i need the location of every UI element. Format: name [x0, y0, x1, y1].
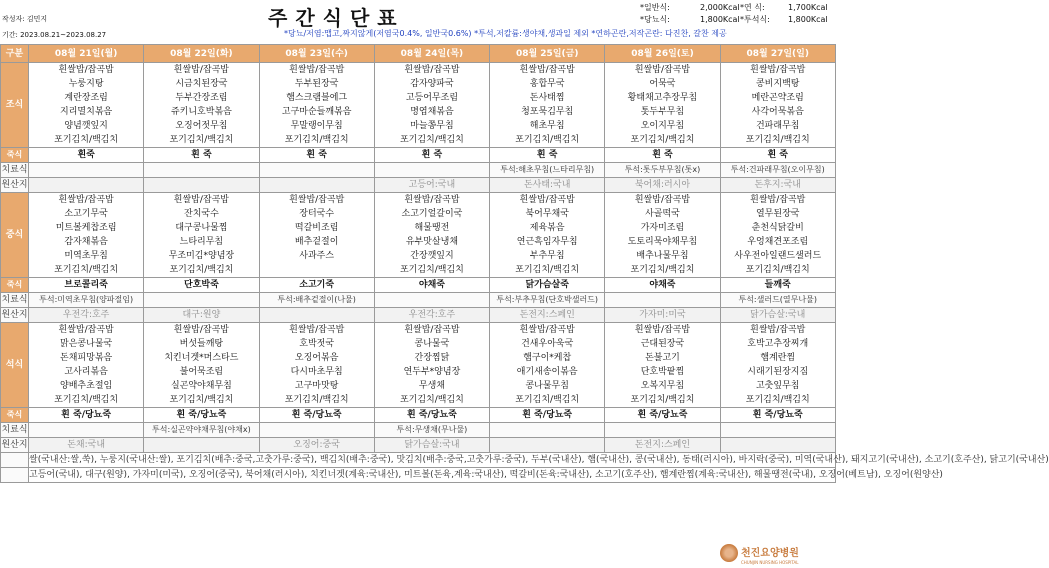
origin-cell [259, 178, 374, 193]
therapy-cell [259, 163, 374, 178]
dish-item: 간장찜닭 [414, 353, 450, 363]
dish-item: 치킨너겟*머스타드 [164, 353, 239, 363]
logo-sub: CHUNJIN NURSING HOSPITAL [741, 560, 799, 565]
porridge-cell: 단호박죽 [144, 278, 259, 293]
dish-item: 우엉채견포조림 [747, 237, 809, 247]
origin-full-label [1, 468, 29, 483]
therapy-cell [374, 293, 489, 308]
dish-item: 계란장조림 [64, 93, 108, 103]
dish-item: 포기김치/백김치 [745, 395, 810, 405]
therapy-cell [29, 423, 144, 438]
dish-cell [259, 63, 374, 148]
origin-cell [259, 308, 374, 323]
dish-item: 햄스크램블에그 [286, 93, 348, 103]
dish-item: 해물땡전 [414, 223, 450, 233]
dish-item: 포기김치/백김치 [630, 395, 695, 405]
therapy-label: 치료식 [1, 163, 29, 178]
porridge-cell: 흰 죽/당뇨죽 [29, 408, 144, 423]
dish-cell [605, 323, 720, 408]
breakfast-dishes-row [1, 63, 836, 148]
kcal-label: *일반식: [640, 3, 670, 12]
kcal-dialysis [740, 14, 828, 25]
dish-item: 흰쌀밥/잡곡밥 [750, 65, 806, 75]
dish-item: 건파래무침 [755, 121, 800, 131]
dish-item: 흰쌀밥/잡곡밥 [58, 195, 114, 205]
therapy-cell [605, 293, 720, 308]
dish-item: 포기김치/백김치 [745, 265, 810, 275]
dish-item: 시래기된장지짐 [747, 367, 809, 377]
dish-item: 불어묵조림 [179, 367, 224, 377]
dish-item: 지리멸치볶음 [60, 107, 113, 117]
dish-item: 미트볼케찹조림 [55, 223, 117, 233]
dish-item: 돈사태찜 [529, 93, 565, 103]
dish-item: 두부간장조림 [175, 93, 228, 103]
dish-item: 도토리묵야채무침 [627, 237, 698, 247]
dish-item: 건새우아욱국 [521, 339, 574, 349]
dish-item: 북어무채국 [525, 209, 569, 219]
breakfast-origin-row [1, 178, 836, 193]
diet-notes: *당뇨/저염:맵고,짜지않게(저염국0.4%, 일반국0.6%) *투석,저칼륨:생야채,생과일 제외 *연하곤란,저작곤란: 다진찬, 갈찬 제공 [284, 29, 727, 38]
dish-item: 흰쌀밥/잡곡밥 [634, 65, 691, 75]
dish-item: 잔치국수 [184, 209, 219, 219]
dish-cell [144, 323, 259, 408]
dish-item: 누룽지탕 [68, 79, 104, 89]
dish-item: 청포묵김무침 [521, 107, 574, 117]
dish-cell [29, 193, 144, 278]
dish-item: 호박고추장찌개 [747, 339, 809, 349]
day-header: 08월 26일(토) [605, 45, 720, 63]
dish-item: 버섯들깨탕 [179, 339, 224, 349]
dish-item: 포기김치/백김치 [630, 265, 695, 275]
porridge-cell: 흰죽 [29, 148, 144, 163]
dinner-porridge-row [1, 408, 836, 423]
origin-cell: 우전각:호주 [29, 308, 144, 323]
dish-item: 호박젓국 [299, 339, 335, 349]
dish-item: 흰쌀밥/잡곡밥 [750, 195, 806, 205]
dish-item: 장터국수 [299, 209, 335, 219]
dish-item: 포기김치/백김치 [169, 135, 234, 145]
origin-label: 원산지 [1, 308, 29, 323]
dinner-therapy-row [1, 423, 836, 438]
dish-cell [490, 63, 605, 148]
therapy-cell [605, 423, 720, 438]
dish-item: 포기김치/백김치 [515, 135, 580, 145]
therapy-cell [29, 163, 144, 178]
dish-cell [490, 193, 605, 278]
dish-item: 근대된장국 [640, 339, 685, 349]
porridge-label: 죽식 [1, 408, 29, 423]
kcal-label: *투석식: [740, 15, 770, 24]
dish-item: 쥬키니호박볶음 [170, 107, 232, 117]
dish-item: 햄구이*케찹 [523, 353, 572, 363]
dish-item: 어묵국 [649, 79, 676, 89]
dish-item: 감자양파국 [410, 79, 454, 89]
dish-item: 제육볶음 [529, 223, 565, 233]
dish-item [260, 263, 374, 277]
day-header: 08월 27일(일) [720, 45, 835, 63]
dish-item: 흰쌀밥/잡곡밥 [173, 325, 229, 335]
porridge-cell: 들깨죽 [720, 278, 835, 293]
dish-item: 떡갈비조림 [294, 223, 339, 233]
dish-item: 포기김치/백김치 [54, 395, 119, 405]
dish-item: 간장깻잎지 [410, 251, 454, 261]
dish-cell [144, 193, 259, 278]
origin-cell [29, 178, 144, 193]
dish-cell [29, 323, 144, 408]
day-header-row [1, 45, 836, 63]
porridge-cell: 흰 죽 [720, 148, 835, 163]
dish-item: 포기김치/백김치 [399, 395, 464, 405]
dish-item: 사각어묵볶음 [751, 107, 804, 117]
origin-cell: 돈채:국내 [29, 438, 144, 453]
dish-item: 오징어볶음 [294, 353, 339, 363]
dish-item: 포기김치/백김치 [399, 265, 464, 275]
dish-cell [720, 63, 835, 148]
dish-item: 햄계란찜 [760, 353, 796, 363]
dish-item: 포기김치/백김치 [284, 395, 349, 405]
kcal-value: 1,700Kcal [788, 3, 828, 12]
therapy-cell [374, 163, 489, 178]
dish-item: 황태채고추장무침 [627, 93, 698, 103]
therapy-cell [144, 293, 259, 308]
dish-item: 시금치된장국 [175, 79, 228, 89]
porridge-cell: 닭가슴살죽 [490, 278, 605, 293]
dish-item: 맑은콩나물국 [60, 339, 113, 349]
dish-item: 부추무침 [529, 251, 565, 261]
author-label: 작성자: 김민지 [2, 15, 48, 23]
kcal-value: 2,000Kcal [700, 3, 740, 12]
porridge-cell: 흰 죽/당뇨죽 [259, 408, 374, 423]
therapy-cell: 투석:무생채(무나물) [374, 423, 489, 438]
dinner-label: 석식 [1, 323, 29, 408]
therapy-cell: 투석:톳두부무침(톳x) [605, 163, 720, 178]
kcal-value: 1,800Kcal [700, 15, 740, 24]
origin-cell: 가자미:미국 [605, 308, 720, 323]
origin-cell: 우전각:호주 [374, 308, 489, 323]
dish-item: 포기김치/백김치 [54, 135, 119, 145]
dish-item: 단호박팥찜 [640, 367, 685, 377]
breakfast-label: 조식 [1, 63, 29, 148]
dish-item: 연근흑임자무침 [516, 237, 578, 247]
kcal-general [640, 2, 740, 13]
breakfast-therapy-row [1, 163, 836, 178]
therapy-cell: 투석:실곤약야채무침(야채x) [144, 423, 259, 438]
porridge-label: 죽식 [1, 148, 29, 163]
origin-cell: 돈후지:국내 [720, 178, 835, 193]
dish-item: 무말랭이무침 [290, 121, 343, 131]
day-header: 08월 21일(월) [29, 45, 144, 63]
dish-item: 해초무침 [529, 121, 565, 131]
dish-item: 흰쌀밥/잡곡밥 [289, 65, 345, 75]
kcal-value: 1,800Kcal [788, 15, 828, 24]
dish-cell [374, 323, 489, 408]
dish-item: 무조미김*양념장 [168, 251, 235, 261]
therapy-cell [259, 423, 374, 438]
porridge-cell: 흰 죽 [490, 148, 605, 163]
origin-label: 원산지 [1, 438, 29, 453]
dish-item: 대구콩나물찜 [175, 223, 228, 233]
dish-cell [374, 63, 489, 148]
porridge-cell: 야채죽 [374, 278, 489, 293]
dish-item: 포기김치/백김치 [399, 135, 464, 145]
origin-full-text: 고등어(국내), 대구(원양), 가자미(미국), 오징어(중국), 북어채(러시아), 치킨너겟(계육:국내산), 미트볼(돈육,계육:국내산), 떡갈비(돈육:국내산), 소고기(호주산), 햄계란찜(계육:국내산), 해물땡전(국내), 오징어(베트남), 오징어(원양산) [29, 468, 836, 483]
dish-item: 흰쌀밥/잡곡밥 [404, 195, 460, 205]
therapy-cell: 투석:배추겉절이(나물) [259, 293, 374, 308]
dish-item: 고등어무조림 [405, 93, 459, 103]
dish-item: 포기김치/백김치 [745, 135, 810, 145]
dish-item: 사우전아일랜드샐러드 [734, 251, 822, 261]
dish-item: 배추나물무침 [636, 251, 689, 261]
page-title: 주간식단표 [268, 6, 405, 30]
lunch-label: 중식 [1, 193, 29, 278]
dish-cell [605, 63, 720, 148]
dinner-origin-row [1, 438, 836, 453]
dish-item: 흰쌀밥/잡곡밥 [634, 325, 691, 335]
origin-cell: 돈전지:스페인 [490, 308, 605, 323]
therapy-cell [144, 163, 259, 178]
hospital-logo [720, 541, 799, 565]
dish-item: 실곤약야채무침 [170, 381, 232, 391]
dish-item: 톳두부무침 [640, 107, 685, 117]
dish-item: 사골떡국 [645, 209, 680, 219]
dish-cell [259, 323, 374, 408]
logo-name: 천진요양병원 [741, 548, 799, 559]
porridge-cell: 브로콜리죽 [29, 278, 144, 293]
dish-item: 콩나물국 [414, 339, 450, 349]
origin-cell [144, 178, 259, 193]
origin-label: 원산지 [1, 178, 29, 193]
dish-item: 연두부*양념장 [403, 367, 461, 377]
dinner-dishes-row [1, 323, 836, 408]
porridge-cell: 흰 죽/당뇨죽 [605, 408, 720, 423]
origin-cell [490, 438, 605, 453]
dish-item: 흰쌀밥/잡곡밥 [519, 195, 575, 205]
dish-item: 포기김치/백김치 [515, 265, 580, 275]
dish-item: 흰쌀밥/잡곡밥 [289, 325, 345, 335]
porridge-cell: 흰 죽/당뇨죽 [144, 408, 259, 423]
dish-cell [605, 193, 720, 278]
therapy-label: 치료식 [1, 293, 29, 308]
therapy-cell [720, 423, 835, 438]
porridge-cell: 흰 죽 [144, 148, 259, 163]
porridge-cell: 소고기죽 [259, 278, 374, 293]
origin-cell: 돈전지:스페인 [605, 438, 720, 453]
dish-item: 양배추초절임 [60, 381, 113, 391]
dish-item: 두부된장국 [294, 79, 339, 89]
dish-item: 흰쌀밥/잡곡밥 [58, 65, 114, 75]
porridge-cell: 야채죽 [605, 278, 720, 293]
dish-item: 소고기얼갈이국 [401, 209, 463, 219]
dish-item: 무생채 [418, 381, 445, 391]
dish-item: 유부맛살냉채 [405, 237, 459, 247]
dish-item: 명엽채볶음 [410, 107, 454, 117]
dish-item: 양념깻잎지 [64, 121, 108, 131]
origin-cell: 닭가슴살:국내 [374, 438, 489, 453]
dish-item: 열무된장국 [755, 209, 800, 219]
therapy-cell: 투석:미역초무침(양파절임) [29, 293, 144, 308]
therapy-cell: 투석:해초무침(느타리무침) [490, 163, 605, 178]
dish-item: 흰쌀밥/잡곡밥 [519, 65, 575, 75]
dish-item: 포기김치/백김치 [169, 265, 234, 275]
dish-item: 콩나물무침 [525, 381, 569, 391]
lunch-therapy-row [1, 293, 836, 308]
origin-cell: 북어채:러시아 [605, 178, 720, 193]
day-header: 08월 24일(목) [374, 45, 489, 63]
kcal-label: *당뇨식: [640, 15, 670, 24]
dish-item: 흰쌀밥/잡곡밥 [404, 65, 460, 75]
dish-item: 돈불고기 [645, 353, 680, 363]
therapy-label: 치료식 [1, 423, 29, 438]
day-header: 08월 22일(화) [144, 45, 259, 63]
dish-item: 오이지무침 [640, 121, 685, 131]
dish-item: 흰쌀밥/잡곡밥 [404, 325, 460, 335]
dish-cell [490, 323, 605, 408]
dish-item: 콩비지백탕 [755, 79, 800, 89]
tree-logo-icon [720, 544, 738, 562]
origin-full-text: 쌀(국내산:쌀,쑥), 누룽지(국내산:쌀), 포기김치(배추:중국,고춧가루:중국), 백김치(배추:중국), 맛김치(배추:중국,고춧가루:중국), 두부(국내산), 햄(국내산), 콩(국내산), 동태(러시아), 바지락(중국), 미역(국내산), 돼지고기(국내산), 소고기(호주산), 닭고기(국내산) [29, 453, 836, 468]
dish-cell [720, 193, 835, 278]
dish-cell [29, 63, 144, 148]
day-header: 08월 23일(수) [259, 45, 374, 63]
dish-item: 흰쌀밥/잡곡밥 [750, 325, 806, 335]
dish-item: 흰쌀밥/잡곡밥 [634, 195, 691, 205]
therapy-cell: 투석:부추무침(단호박샐러드) [490, 293, 605, 308]
dish-item: 흰쌀밥/잡곡밥 [173, 195, 229, 205]
origin-cell: 대구:원양 [144, 308, 259, 323]
dish-item: 오복지무침 [640, 381, 685, 391]
dish-item: 포기김치/백김치 [284, 135, 349, 145]
breakfast-porridge-row [1, 148, 836, 163]
therapy-cell: 투석:샐러드(열무나물) [720, 293, 835, 308]
dish-cell [720, 323, 835, 408]
porridge-cell: 흰 죽 [605, 148, 720, 163]
dish-item: 애기새송이볶음 [516, 367, 578, 377]
dish-item: 감자채볶음 [64, 237, 108, 247]
origin-cell: 돈사태:국내 [490, 178, 605, 193]
dish-item: 흰쌀밥/잡곡밥 [289, 195, 345, 205]
lunch-porridge-row [1, 278, 836, 293]
origin-cell: 오징어:중국 [259, 438, 374, 453]
dish-item: 포기김치/백김치 [630, 135, 695, 145]
dish-cell [259, 193, 374, 278]
dish-item: 고구마순들깨볶음 [281, 107, 352, 117]
kcal-label: *연 식: [740, 3, 765, 12]
dish-item: 오징어젓무침 [175, 121, 228, 131]
dish-item: 춘천식닭갈비 [751, 223, 804, 233]
kcal-diabetes [640, 14, 740, 25]
lunch-origin-row [1, 308, 836, 323]
dish-item: 가자미조림 [640, 223, 685, 233]
dish-item: 고춧잎무침 [755, 381, 800, 391]
origin-full-row [1, 468, 836, 483]
origin-cell: 닭가슴살:국내 [720, 308, 835, 323]
page-header [0, 0, 835, 44]
porridge-cell: 흰 죽 [374, 148, 489, 163]
dish-item: 미역초무침 [64, 251, 108, 261]
dish-item: 사과주스 [299, 251, 335, 261]
day-header: 08월 25일(금) [490, 45, 605, 63]
dish-item: 흰쌀밥/잡곡밥 [519, 325, 575, 335]
porridge-cell: 흰 죽/당뇨죽 [720, 408, 835, 423]
porridge-cell: 흰 죽/당뇨죽 [374, 408, 489, 423]
therapy-cell [490, 423, 605, 438]
dish-item: 고구마맛탕 [294, 381, 339, 391]
dish-item: 메란곤약조림 [751, 93, 804, 103]
origin-cell [720, 438, 835, 453]
lunch-dishes-row [1, 193, 836, 278]
dish-item: 흰쌀밥/잡곡밥 [173, 65, 229, 75]
origin-full-label [1, 453, 29, 468]
dish-item: 소고기무국 [64, 209, 108, 219]
dish-item: 마늘쫑무침 [410, 121, 454, 131]
porridge-cell: 흰 죽 [259, 148, 374, 163]
porridge-cell: 흰 죽/당뇨죽 [490, 408, 605, 423]
dish-item: 고사리볶음 [64, 367, 108, 377]
dish-cell [374, 193, 489, 278]
dish-item: 느타리무침 [179, 237, 224, 247]
dish-item: 홍합무국 [529, 79, 565, 89]
period-label: 기간: 2023.08.21~2023.08.27 [2, 31, 107, 39]
therapy-cell: 투석:건파래무침(오이무침) [720, 163, 835, 178]
dish-item: 배추겉절이 [294, 237, 339, 247]
dish-item: 포기김치/백김치 [54, 265, 119, 275]
origin-cell: 고등어:국내 [374, 178, 489, 193]
dish-item: 돈채피망볶음 [60, 353, 113, 363]
dish-item: 포기김치/백김치 [515, 395, 580, 405]
dish-item: 포기김치/백김치 [169, 395, 234, 405]
origin-full-row [1, 453, 836, 468]
kcal-soft [740, 2, 828, 13]
dish-cell [144, 63, 259, 148]
corner-cell: 구분 [1, 45, 29, 63]
weekly-menu-table [0, 44, 1049, 483]
dish-item: 다시마초무침 [290, 367, 343, 377]
dish-item: 흰쌀밥/잡곡밥 [58, 325, 114, 335]
origin-cell [144, 438, 259, 453]
porridge-label: 죽식 [1, 278, 29, 293]
